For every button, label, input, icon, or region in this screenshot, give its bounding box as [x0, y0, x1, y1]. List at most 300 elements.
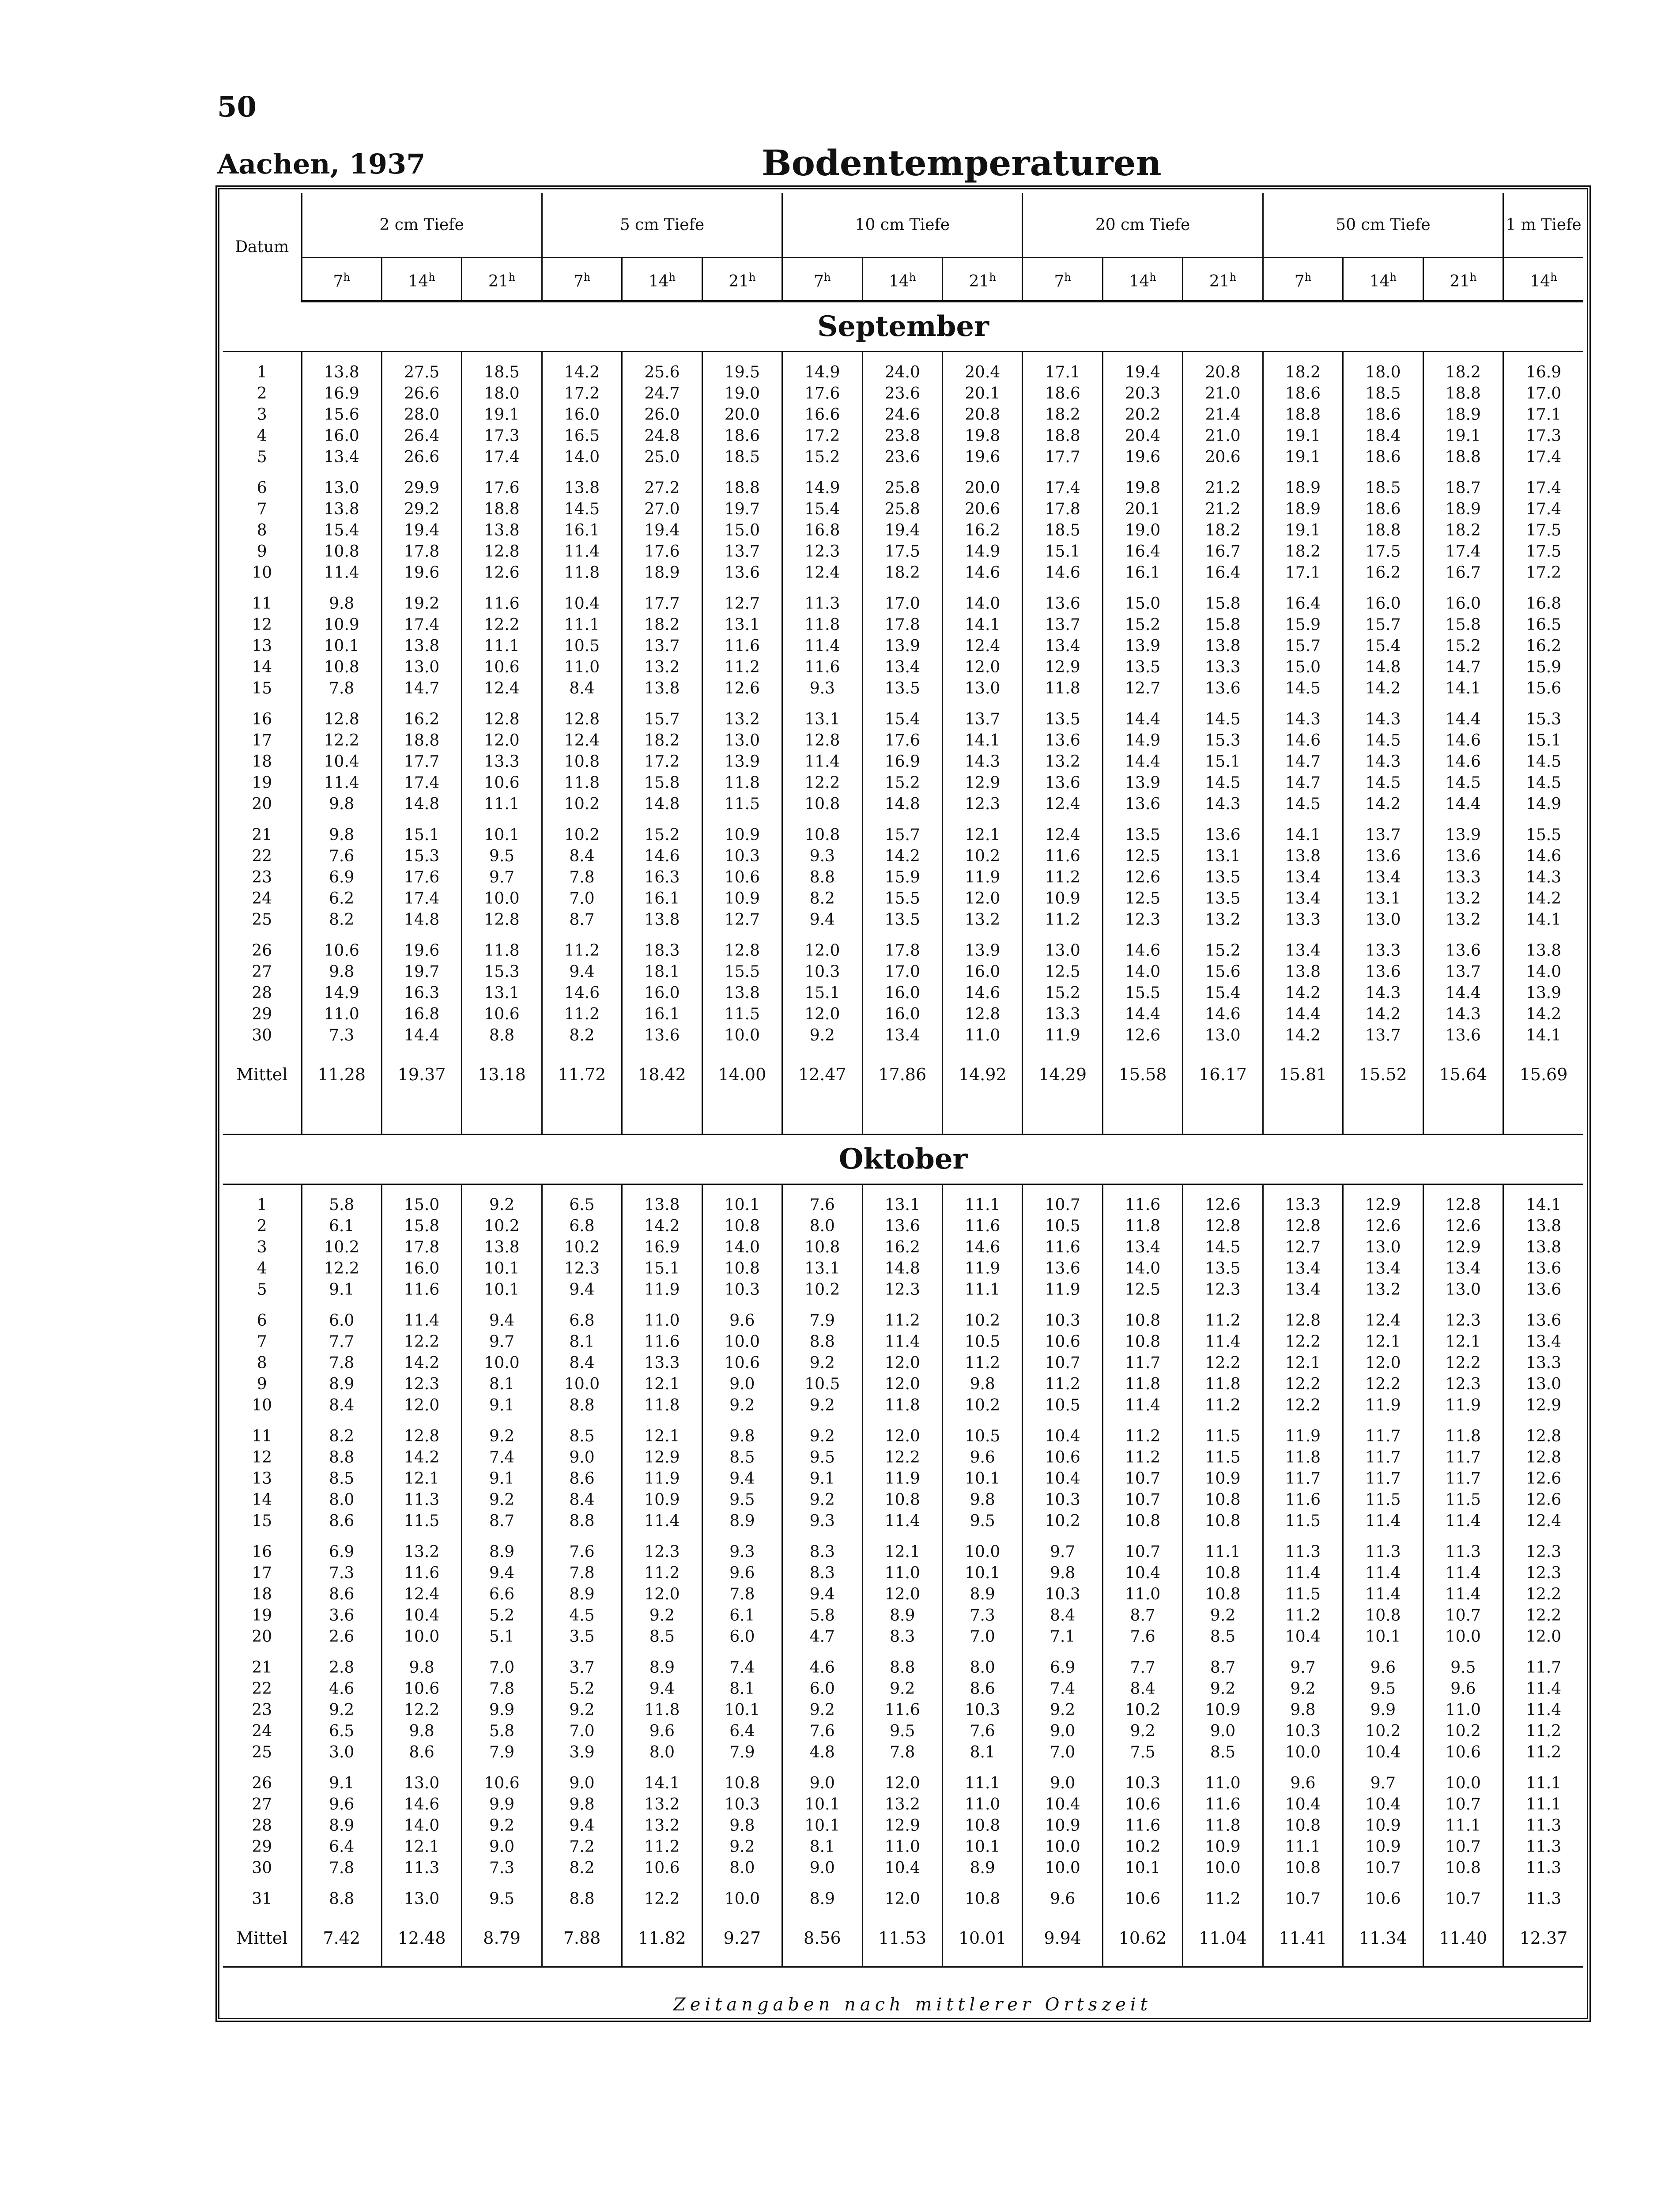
value-cell: 13.4 — [1263, 1258, 1343, 1279]
value-cell: 13.4 — [1263, 867, 1343, 888]
value-cell: 4.6 — [782, 1648, 862, 1678]
table-row — [223, 1648, 1583, 1678]
value-cell: 14.2 — [1343, 678, 1423, 699]
value-cell: 12.8 — [302, 699, 381, 730]
value-cell: 11.2 — [862, 1301, 942, 1331]
value-cell: 13.6 — [1503, 1301, 1583, 1331]
value-cell: 10.4 — [1023, 1468, 1102, 1490]
value-cell: 7.0 — [943, 1626, 1023, 1648]
value-cell: 10.0 — [462, 1353, 542, 1374]
value-cell: 14.5 — [1343, 730, 1423, 751]
value-cell: 17.6 — [462, 468, 542, 499]
value-cell: 10.6 — [1343, 1879, 1423, 1910]
value-cell: 11.1 — [462, 794, 542, 815]
value-cell: 12.6 — [1503, 1468, 1583, 1490]
value-cell: 10.1 — [943, 1468, 1023, 1490]
value-cell: 7.9 — [702, 1742, 782, 1763]
mean-cell: 16.17 — [1183, 1046, 1263, 1135]
value-cell: 10.9 — [302, 615, 381, 636]
value-cell: 8.9 — [943, 1858, 1023, 1879]
value-cell: 14.3 — [1183, 794, 1263, 815]
value-cell: 13.6 — [622, 1025, 702, 1046]
value-cell: 15.7 — [862, 815, 942, 846]
value-cell: 8.3 — [862, 1626, 942, 1648]
value-cell: 11.6 — [462, 584, 542, 615]
value-cell: 11.9 — [622, 1468, 702, 1490]
table-row — [223, 773, 1583, 794]
value-cell: 11.2 — [542, 931, 622, 962]
value-cell: 9.0 — [702, 1374, 782, 1395]
value-cell: 8.5 — [702, 1447, 782, 1468]
value-cell: 10.2 — [462, 1216, 542, 1237]
value-cell: 9.5 — [862, 1721, 942, 1742]
value-cell: 15.7 — [622, 699, 702, 730]
value-cell: 3.0 — [302, 1742, 381, 1763]
value-cell: 11.5 — [1343, 1490, 1423, 1511]
value-cell: 13.8 — [622, 1184, 702, 1216]
value-cell: 13.7 — [1423, 962, 1503, 983]
value-cell: 8.8 — [782, 1331, 862, 1353]
page-title: Bodentemperaturen — [762, 142, 1162, 184]
day-cell: 2 — [257, 385, 267, 403]
value-cell: 12.6 — [462, 562, 542, 584]
value-cell: 20.0 — [702, 404, 782, 426]
value-cell: 15.2 — [1102, 615, 1182, 636]
value-cell: 16.1 — [622, 888, 702, 909]
value-cell: 10.1 — [943, 1836, 1023, 1858]
time-header: 7$^h$ — [542, 258, 622, 302]
value-cell: 10.9 — [702, 815, 782, 846]
mean-cell: 11.53 — [862, 1910, 942, 1967]
value-cell: 10.5 — [542, 636, 622, 657]
value-cell: 14.6 — [1023, 562, 1102, 584]
value-cell: 12.9 — [622, 1447, 702, 1468]
value-cell: 16.2 — [1503, 636, 1583, 657]
table-row — [223, 1301, 1583, 1331]
value-cell: 12.8 — [381, 1416, 461, 1447]
value-cell: 18.6 — [702, 426, 782, 447]
value-cell: 13.9 — [1423, 815, 1503, 846]
value-cell: 11.4 — [542, 541, 622, 562]
value-cell: 20.2 — [1102, 404, 1182, 426]
table-row — [223, 1004, 1583, 1025]
table-row — [223, 794, 1583, 815]
value-cell: 19.1 — [462, 404, 542, 426]
value-cell: 21.0 — [1183, 383, 1263, 404]
value-cell: 10.2 — [1102, 1700, 1182, 1721]
day-cell: 7 — [257, 1333, 267, 1351]
value-cell: 10.8 — [542, 751, 622, 773]
value-cell: 15.4 — [782, 499, 862, 520]
time-header: 7$^h$ — [782, 258, 862, 302]
value-cell: 26.6 — [381, 383, 461, 404]
value-cell: 12.8 — [462, 699, 542, 730]
value-cell: 13.5 — [1102, 657, 1182, 678]
value-cell: 12.7 — [1102, 678, 1182, 699]
time-header: 21$^h$ — [943, 258, 1023, 302]
value-cell: 11.7 — [1343, 1468, 1423, 1490]
value-cell: 18.8 — [381, 730, 461, 751]
value-cell: 6.8 — [542, 1216, 622, 1237]
value-cell: 13.1 — [1343, 888, 1423, 909]
value-cell: 29.9 — [381, 468, 461, 499]
day-cell: 16 — [252, 710, 272, 728]
day-cell: 25 — [252, 1743, 272, 1761]
value-cell: 10.5 — [943, 1331, 1023, 1353]
value-cell: 10.8 — [943, 1879, 1023, 1910]
table-row — [223, 1416, 1583, 1447]
value-cell: 16.8 — [381, 1004, 461, 1025]
value-cell: 12.4 — [1503, 1511, 1583, 1532]
value-cell: 16.3 — [622, 867, 702, 888]
value-cell: 11.6 — [381, 1563, 461, 1584]
day-cell: 11 — [252, 595, 272, 613]
value-cell: 9.5 — [1343, 1678, 1423, 1700]
value-cell: 13.0 — [381, 657, 461, 678]
value-cell: 9.4 — [542, 962, 622, 983]
value-cell: 26.6 — [381, 447, 461, 468]
value-cell: 13.3 — [1263, 1184, 1343, 1216]
value-cell: 9.8 — [302, 815, 381, 846]
table-row — [223, 751, 1583, 773]
value-cell: 13.6 — [1023, 773, 1102, 794]
value-cell: 13.3 — [1503, 1353, 1583, 1374]
value-cell: 13.1 — [702, 615, 782, 636]
value-cell: 11.8 — [1183, 1374, 1263, 1395]
mean-cell: 15.52 — [1343, 1046, 1423, 1135]
value-cell: 8.4 — [542, 846, 622, 867]
value-cell: 14.8 — [862, 794, 942, 815]
value-cell: 12.6 — [1102, 1025, 1182, 1046]
value-cell: 13.0 — [381, 1879, 461, 1910]
value-cell: 11.9 — [1423, 1395, 1503, 1416]
value-cell: 10.6 — [462, 1763, 542, 1794]
value-cell: 26.0 — [622, 404, 702, 426]
value-cell: 9.4 — [622, 1678, 702, 1700]
value-cell: 11.3 — [782, 584, 862, 615]
value-cell: 10.1 — [1102, 1858, 1182, 1879]
value-cell: 12.5 — [1023, 962, 1102, 983]
value-cell: 16.1 — [1102, 562, 1182, 584]
value-cell: 9.6 — [622, 1721, 702, 1742]
value-cell: 15.7 — [1263, 636, 1343, 657]
table-row — [223, 1815, 1583, 1836]
value-cell: 19.4 — [381, 520, 461, 541]
value-cell: 16.8 — [1503, 584, 1583, 615]
value-cell: 8.9 — [782, 1879, 862, 1910]
value-cell: 11.6 — [1183, 1794, 1263, 1815]
value-cell: 5.8 — [302, 1184, 381, 1216]
value-cell: 14.5 — [1263, 794, 1343, 815]
value-cell: 10.7 — [1423, 1879, 1503, 1910]
value-cell: 8.4 — [542, 678, 622, 699]
table-row — [223, 1879, 1583, 1910]
value-cell: 11.8 — [1102, 1216, 1182, 1237]
value-cell: 9.1 — [302, 1279, 381, 1301]
value-cell: 10.5 — [782, 1374, 862, 1395]
value-cell: 10.6 — [462, 1004, 542, 1025]
value-cell: 12.4 — [381, 1584, 461, 1605]
mean-cell: 11.28 — [302, 1046, 381, 1135]
value-cell: 16.0 — [381, 1258, 461, 1279]
day-cell: 9 — [257, 543, 267, 561]
value-cell: 9.2 — [782, 1353, 862, 1374]
mean-cell: 15.69 — [1503, 1046, 1583, 1135]
value-cell: 16.0 — [542, 404, 622, 426]
value-cell: 9.6 — [1343, 1648, 1423, 1678]
value-cell: 13.4 — [1343, 1258, 1423, 1279]
value-cell: 17.4 — [381, 773, 461, 794]
value-cell: 11.4 — [1102, 1395, 1182, 1416]
value-cell: 9.2 — [782, 1416, 862, 1447]
value-cell: 14.5 — [1183, 773, 1263, 794]
value-cell: 17.4 — [462, 447, 542, 468]
mean-cell: 9.94 — [1023, 1910, 1102, 1967]
mean-cell: 14.29 — [1023, 1046, 1102, 1135]
value-cell: 10.9 — [702, 888, 782, 909]
day-cell: 14 — [252, 1491, 272, 1509]
value-cell: 8.5 — [622, 1626, 702, 1648]
value-cell: 13.8 — [381, 636, 461, 657]
value-cell: 16.3 — [381, 983, 461, 1004]
value-cell: 13.8 — [462, 1237, 542, 1258]
day-cell: 14 — [252, 658, 272, 676]
value-cell: 8.7 — [542, 909, 622, 931]
value-cell: 18.9 — [622, 562, 702, 584]
table-row — [223, 983, 1583, 1004]
value-cell: 16.0 — [1343, 584, 1423, 615]
mean-cell: 13.18 — [462, 1046, 542, 1135]
value-cell: 14.0 — [1102, 962, 1182, 983]
day-cell: 10 — [252, 1396, 272, 1414]
value-cell: 14.8 — [381, 909, 461, 931]
value-cell: 13.0 — [1183, 1025, 1263, 1046]
value-cell: 14.9 — [782, 468, 862, 499]
value-cell: 15.5 — [702, 962, 782, 983]
value-cell: 9.8 — [702, 1815, 782, 1836]
value-cell: 11.2 — [1183, 1395, 1263, 1416]
value-cell: 7.8 — [302, 1353, 381, 1374]
time-header: 14$^h$ — [862, 258, 942, 302]
value-cell: 11.0 — [622, 1301, 702, 1331]
value-cell: 10.8 — [1183, 1584, 1263, 1605]
value-cell: 9.6 — [302, 1794, 381, 1815]
value-cell: 11.6 — [862, 1700, 942, 1721]
value-cell: 16.0 — [862, 983, 942, 1004]
value-cell: 12.3 — [622, 1532, 702, 1563]
table-body — [223, 302, 1583, 1967]
value-cell: 17.4 — [1503, 447, 1583, 468]
value-cell: 13.8 — [542, 468, 622, 499]
value-cell: 17.8 — [862, 615, 942, 636]
value-cell: 7.6 — [542, 1532, 622, 1563]
value-cell: 17.4 — [1503, 499, 1583, 520]
value-cell: 10.1 — [782, 1815, 862, 1836]
mean-cell: 8.79 — [462, 1910, 542, 1967]
table-row — [223, 1563, 1583, 1584]
value-cell: 10.8 — [1343, 1605, 1423, 1626]
value-cell: 12.7 — [702, 909, 782, 931]
value-cell: 16.2 — [1343, 562, 1423, 584]
value-cell: 16.2 — [381, 699, 461, 730]
value-cell: 16.0 — [862, 1004, 942, 1025]
table-row — [223, 678, 1583, 699]
value-cell: 7.5 — [1102, 1742, 1182, 1763]
value-cell: 7.1 — [1023, 1626, 1102, 1648]
value-cell: 10.6 — [302, 931, 381, 962]
value-cell: 2.6 — [302, 1626, 381, 1648]
value-cell: 12.2 — [1263, 1374, 1343, 1395]
value-cell: 14.6 — [943, 1237, 1023, 1258]
value-cell: 11.6 — [1263, 1490, 1343, 1511]
value-cell: 11.9 — [622, 1279, 702, 1301]
day-cell: 28 — [252, 984, 272, 1002]
value-cell: 26.4 — [381, 426, 461, 447]
time-header-row — [223, 258, 1583, 302]
value-cell: 9.2 — [462, 1815, 542, 1836]
value-cell: 13.8 — [1183, 636, 1263, 657]
value-cell: 16.4 — [1102, 541, 1182, 562]
value-cell: 11.2 — [1263, 1605, 1343, 1626]
value-cell: 14.4 — [1102, 1004, 1182, 1025]
value-cell: 13.0 — [302, 468, 381, 499]
depth-20cm: 20 cm Tiefe — [1023, 193, 1263, 258]
value-cell: 5.8 — [462, 1721, 542, 1742]
value-cell: 17.2 — [542, 383, 622, 404]
day-cell: 5 — [257, 448, 267, 466]
value-cell: 11.2 — [1023, 909, 1102, 931]
value-cell: 15.0 — [1102, 584, 1182, 615]
value-cell: 13.3 — [1183, 657, 1263, 678]
value-cell: 10.7 — [1102, 1532, 1182, 1563]
value-cell: 15.4 — [1183, 983, 1263, 1004]
value-cell: 11.8 — [542, 773, 622, 794]
value-cell: 14.8 — [622, 794, 702, 815]
value-cell: 7.7 — [302, 1331, 381, 1353]
value-cell: 28.0 — [381, 404, 461, 426]
value-cell: 13.2 — [1183, 909, 1263, 931]
value-cell: 6.0 — [702, 1626, 782, 1648]
value-cell: 9.7 — [462, 867, 542, 888]
value-cell: 21.0 — [1183, 426, 1263, 447]
value-cell: 12.2 — [782, 773, 862, 794]
value-cell: 10.4 — [1263, 1626, 1343, 1648]
value-cell: 17.4 — [1023, 468, 1102, 499]
value-cell: 10.1 — [943, 1563, 1023, 1584]
value-cell: 7.8 — [542, 867, 622, 888]
value-cell: 20.6 — [943, 499, 1023, 520]
value-cell: 10.6 — [462, 773, 542, 794]
value-cell: 11.2 — [943, 1353, 1023, 1374]
value-cell: 12.3 — [1102, 909, 1182, 931]
value-cell: 15.9 — [1263, 615, 1343, 636]
value-cell: 8.9 — [302, 1374, 381, 1395]
time-header: 14$^h$ — [381, 258, 461, 302]
value-cell: 14.2 — [542, 352, 622, 384]
value-cell: 13.3 — [1263, 909, 1343, 931]
value-cell: 9.8 — [702, 1416, 782, 1447]
value-cell: 15.2 — [782, 447, 862, 468]
value-cell: 14.5 — [1503, 773, 1583, 794]
value-cell: 11.3 — [1503, 1879, 1583, 1910]
value-cell: 10.8 — [1183, 1511, 1263, 1532]
value-cell: 13.7 — [943, 699, 1023, 730]
value-cell: 11.3 — [1503, 1858, 1583, 1879]
value-cell: 12.3 — [862, 1279, 942, 1301]
day-cell: 27 — [252, 1795, 272, 1814]
day-cell: 29 — [252, 1838, 272, 1856]
value-cell: 16.5 — [1503, 615, 1583, 636]
table-row — [223, 636, 1583, 657]
value-cell: 12.1 — [622, 1374, 702, 1395]
value-cell: 14.8 — [862, 1258, 942, 1279]
value-cell: 12.4 — [782, 562, 862, 584]
value-cell: 19.6 — [943, 447, 1023, 468]
value-cell: 11.5 — [1183, 1416, 1263, 1447]
value-cell: 10.3 — [702, 846, 782, 867]
value-cell: 9.1 — [782, 1468, 862, 1490]
value-cell: 11.4 — [782, 636, 862, 657]
table-row — [223, 468, 1583, 499]
value-cell: 9.2 — [1102, 1721, 1182, 1742]
value-cell: 13.3 — [622, 1353, 702, 1374]
value-cell: 18.5 — [702, 447, 782, 468]
value-cell: 9.4 — [782, 1584, 862, 1605]
value-cell: 9.1 — [462, 1395, 542, 1416]
value-cell: 12.0 — [862, 1584, 942, 1605]
day-cell: 1 — [257, 1196, 267, 1214]
value-cell: 8.5 — [542, 1416, 622, 1447]
value-cell: 11.6 — [381, 1279, 461, 1301]
value-cell: 18.8 — [1343, 520, 1423, 541]
value-cell: 9.1 — [462, 1468, 542, 1490]
value-cell: 12.1 — [1343, 1331, 1423, 1353]
value-cell: 18.5 — [1023, 520, 1102, 541]
value-cell: 10.8 — [702, 1763, 782, 1794]
value-cell: 16.9 — [622, 1237, 702, 1258]
value-cell: 13.6 — [862, 1216, 942, 1237]
value-cell: 12.0 — [782, 931, 862, 962]
value-cell: 7.4 — [462, 1447, 542, 1468]
value-cell: 13.4 — [1023, 636, 1102, 657]
value-cell: 11.7 — [1423, 1447, 1503, 1468]
value-cell: 6.4 — [302, 1836, 381, 1858]
table-row — [223, 931, 1583, 962]
value-cell: 9.8 — [1023, 1563, 1102, 1584]
value-cell: 15.4 — [302, 520, 381, 541]
value-cell: 7.8 — [302, 678, 381, 699]
value-cell: 9.2 — [622, 1605, 702, 1626]
value-cell: 9.6 — [702, 1301, 782, 1331]
value-cell: 12.2 — [302, 730, 381, 751]
value-cell: 15.8 — [1183, 584, 1263, 615]
value-cell: 9.4 — [542, 1279, 622, 1301]
value-cell: 6.9 — [302, 1532, 381, 1563]
value-cell: 11.4 — [1183, 1331, 1263, 1353]
value-cell: 13.9 — [1102, 636, 1182, 657]
value-cell: 14.7 — [381, 678, 461, 699]
value-cell: 10.9 — [1343, 1836, 1423, 1858]
value-cell: 11.2 — [1183, 1879, 1263, 1910]
value-cell: 9.3 — [702, 1532, 782, 1563]
table-row — [223, 499, 1583, 520]
value-cell: 7.6 — [302, 846, 381, 867]
time-header: 14$^h$ — [622, 258, 702, 302]
value-cell: 12.7 — [1263, 1237, 1343, 1258]
value-cell: 3.5 — [542, 1626, 622, 1648]
value-cell: 11.3 — [381, 1858, 461, 1879]
value-cell: 18.0 — [1343, 352, 1423, 384]
